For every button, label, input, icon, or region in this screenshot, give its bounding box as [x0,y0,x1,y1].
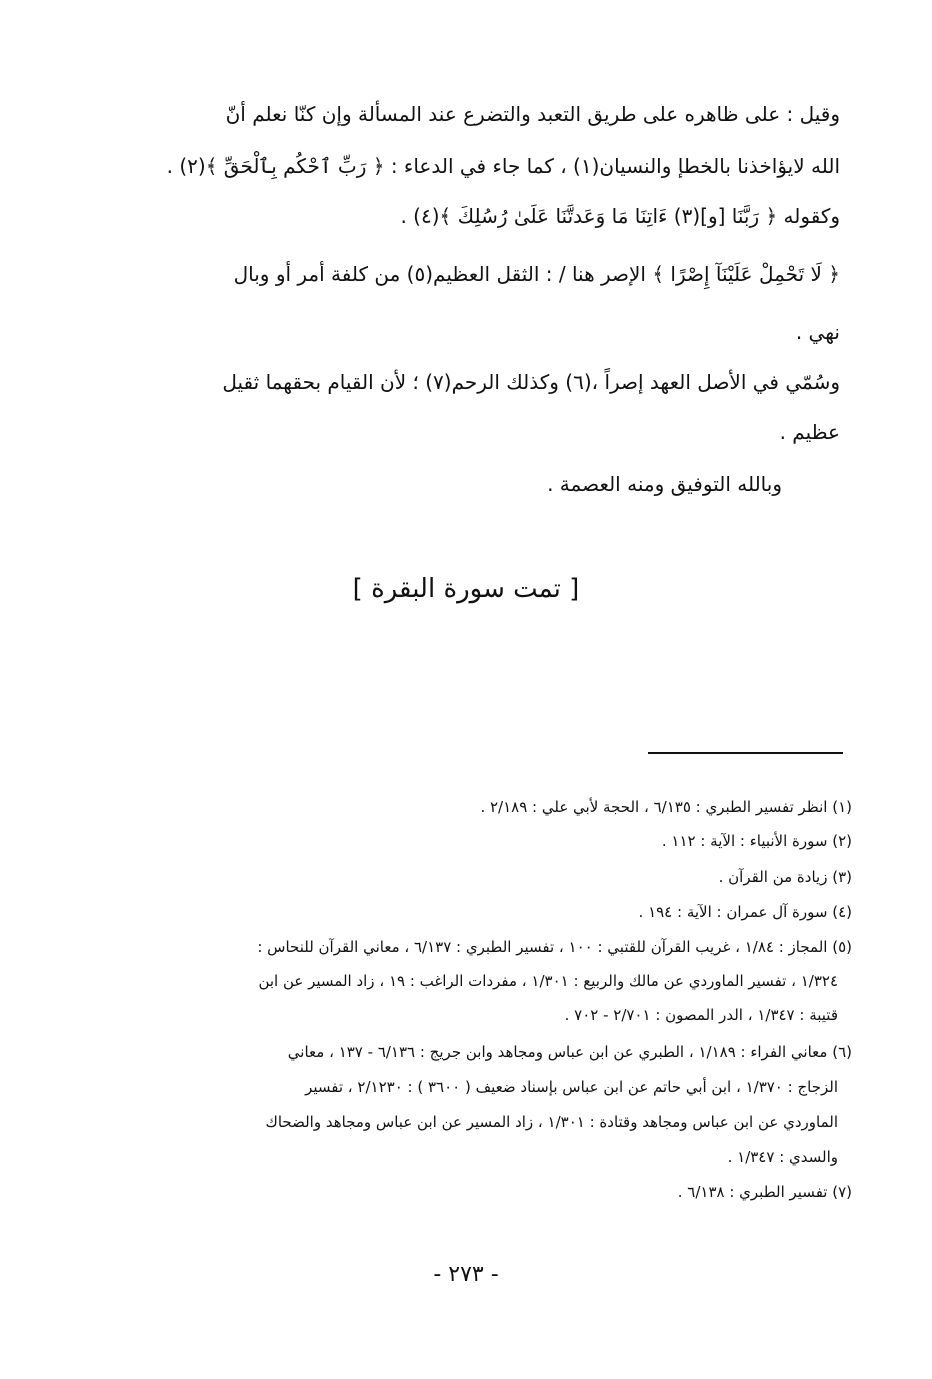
text-line: وقيل : على ظاهره على طريق التعبد والتضرع عند المسألة وإن كنّا نعلم أنّ [225,102,840,126]
footnote: الزجاج : ١/٣٧٠ ، ابن أبي حاتم عن ابن عباس بإسناد ضعيف ( ٣٦٠٠ ) : ٢/١٢٣٠ ، تفسير [305,1078,838,1096]
text-line: عظيم . [779,420,840,444]
surah-end-heading: [ تمت سورة البقرة ] [352,574,580,604]
footnote: الماوردي عن ابن عباس ومجاهد وقتادة : ١/٣٠١ ، زاد المسير عن ابن عباس ومجاهد والضحاك [265,1113,838,1131]
footnote: (٤) سورة آل عمران : الآية : ١٩٤ . [638,903,852,921]
text-line: الله لايؤاخذنا بالخطإ والنسيان(١) ، كما جاء في الدعاء : ﴿ رَبِّ ٱحْكُم بِٱلْحَقِّ ﴾(٢) . [166,154,840,178]
footnote: (٣) زيادة من القرآن . [718,868,852,886]
text-line: ﴿ لَا تَحْمِلْ عَلَيْنَآ إِصْرًا ﴾ الإصر هنا / : الثقل العظيم(٥) من كلفة أمر أو وبال [233,262,840,286]
footnote: (١) انظر تفسير الطبري : ٦/١٣٥ ، الحجة لأبي علي : ٢/١٨٩ . [480,798,852,816]
text-line: وسُمّي في الأصل العهد إصراً ،(٦) وكذلك الرحم(٧) ؛ لأن القيام بحقهما ثقيل [222,370,840,394]
text-line: وبالله التوفيق ومنه العصمة . [547,472,782,496]
text-line: وكقوله ﴿ رَبَّنَا [و](٣) ءَاتِنَا مَا وَعَدتَّنَا عَلَىٰ رُسُلِكَ ﴾(٤) . [400,204,840,228]
footnote: والسدي : ١/٣٤٧ . [727,1148,838,1166]
footnote: ١/٣٢٤ ، تفسير الماوردي عن مالك والربيع : ١/٣٠١ ، مفردات الراغب : ١٩ ، زاد المسير عن ابن [258,972,838,990]
text-line: نهي . [795,320,840,344]
footnote: (٢) سورة الأنبياء : الآية : ١١٢ . [661,832,852,850]
footnote-divider [648,752,843,754]
page-number: - ٢٧٣ - [433,1262,499,1287]
footnote: (٦) معاني الفراء : ١/١٨٩ ، الطبري عن ابن عباس ومجاهد وابن جريج : ٦/١٣٦ - ١٣٧ ، معاني [287,1043,852,1061]
footnote: (٥) المجاز : ١/٨٤ ، غريب القرآن للقتبي : ١٠٠ ، تفسير الطبري : ٦/١٣٧ ، معاني القرآن للنحاس : [257,938,852,956]
footnote: (٧) تفسير الطبري : ٦/١٣٨ . [677,1183,852,1201]
footnote: قتيبة : ١/٣٤٧ ، الدر المصون : ٢/٧٠١ - ٧٠٢ . [564,1006,838,1024]
